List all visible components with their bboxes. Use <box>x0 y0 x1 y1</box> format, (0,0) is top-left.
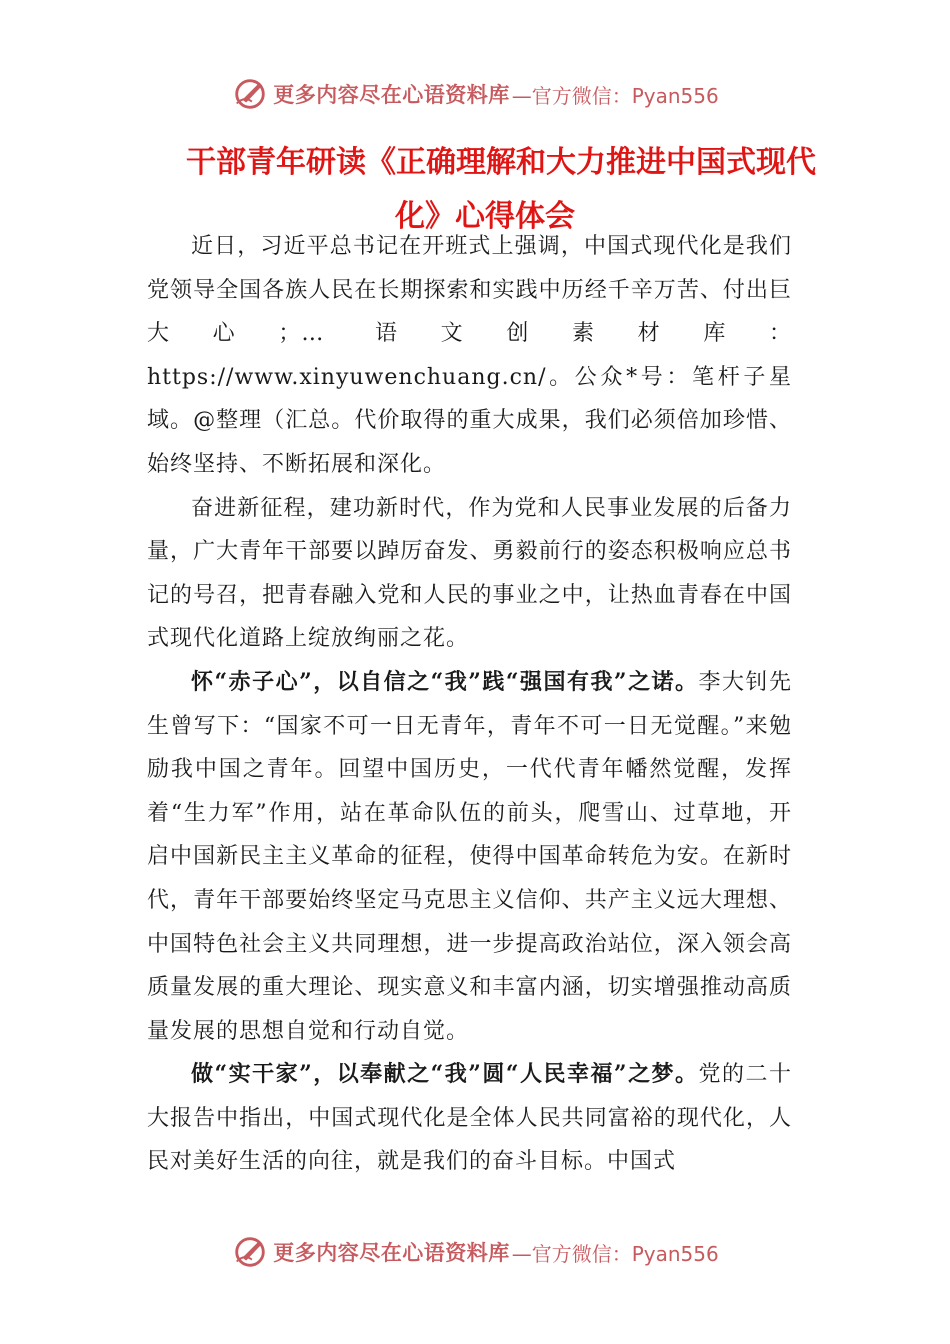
paragraph-lead: 做“实干家”，以奉献之“我”圆“人民幸福”之梦。 <box>191 1061 699 1088</box>
paragraph-text: 奋进新征程，建功新时代，作为党和人民事业发展的后备力量，广大青年干部要以踔厉奋发、勇毅前行的姿态积极响应总书记的号召，把青春融入党和人民的事业之中，让热血青春在中国式现代化道路上绽放绚丽之花。 <box>147 495 792 652</box>
banner-brand: 更多内容尽在心语资料库 <box>273 1240 510 1265</box>
paragraph-lead: 怀“赤子心”，以自信之“我”践“强国有我”之诺。 <box>191 668 699 695</box>
paragraph-text: 李大钊先生曾写下：“国家不可一日无青年，青年不可一日无觉醒。”来勉励我中国之青年。回望中国历史，一代代青年幡然觉醒，发挥着“生力军”作用，站在革命队伍的前头，爬雪山、过草地，开启中国新民主主义革命的征程，使得中国革命转危为安。在新时代，青年干部要始终坚定马克思主义信仰、共产主义远大理想、中国特色社会主义共同理想，进一步提高政治站位，深入领会高质量发展的重大理论、现实意义和丰富内涵，切实增强推动高质量发展的思想自觉和行动自觉。 <box>147 669 792 1044</box>
logo-icon <box>231 1233 269 1271</box>
footer-banner <box>0 1228 950 1276</box>
paragraph <box>147 487 792 661</box>
banner-contact: —官方微信：Pyan556 <box>511 83 719 108</box>
title-line-2: 化》心得体会 <box>395 199 575 234</box>
banner-brand: 更多内容尽在心语资料库 <box>273 82 510 107</box>
logo-icon <box>231 75 269 113</box>
paragraph <box>147 661 792 1053</box>
paragraph-text: 近日，习近平总书记在开班式上强调，中国式现代化是我们党领导全国各族人民在长期探索和实践中历经千辛万苦、付出巨大心；… 语文创素材库：https://www.xinyuwenchuang.cn/。公众*号：笔杆子星域。@整理（汇总。代价取得的重大成果，我们必须倍加珍惜、始终坚持、不断拓展和深化。 <box>147 234 792 477</box>
title-line-1: 干部青年研读《正确理解和大力推进中国式现代 <box>186 145 816 180</box>
document-body <box>147 225 792 1184</box>
header-banner <box>0 70 950 118</box>
paragraph-text: 党的二十大报告中指出，中国式现代化是全体人民共同富裕的现代化，人民对美好生活的向往，就是我们的奋斗目标。中国式 <box>147 1062 792 1175</box>
banner-contact: —官方微信：Pyan556 <box>511 1241 719 1266</box>
paragraph <box>147 1053 792 1184</box>
paragraph <box>147 225 792 487</box>
